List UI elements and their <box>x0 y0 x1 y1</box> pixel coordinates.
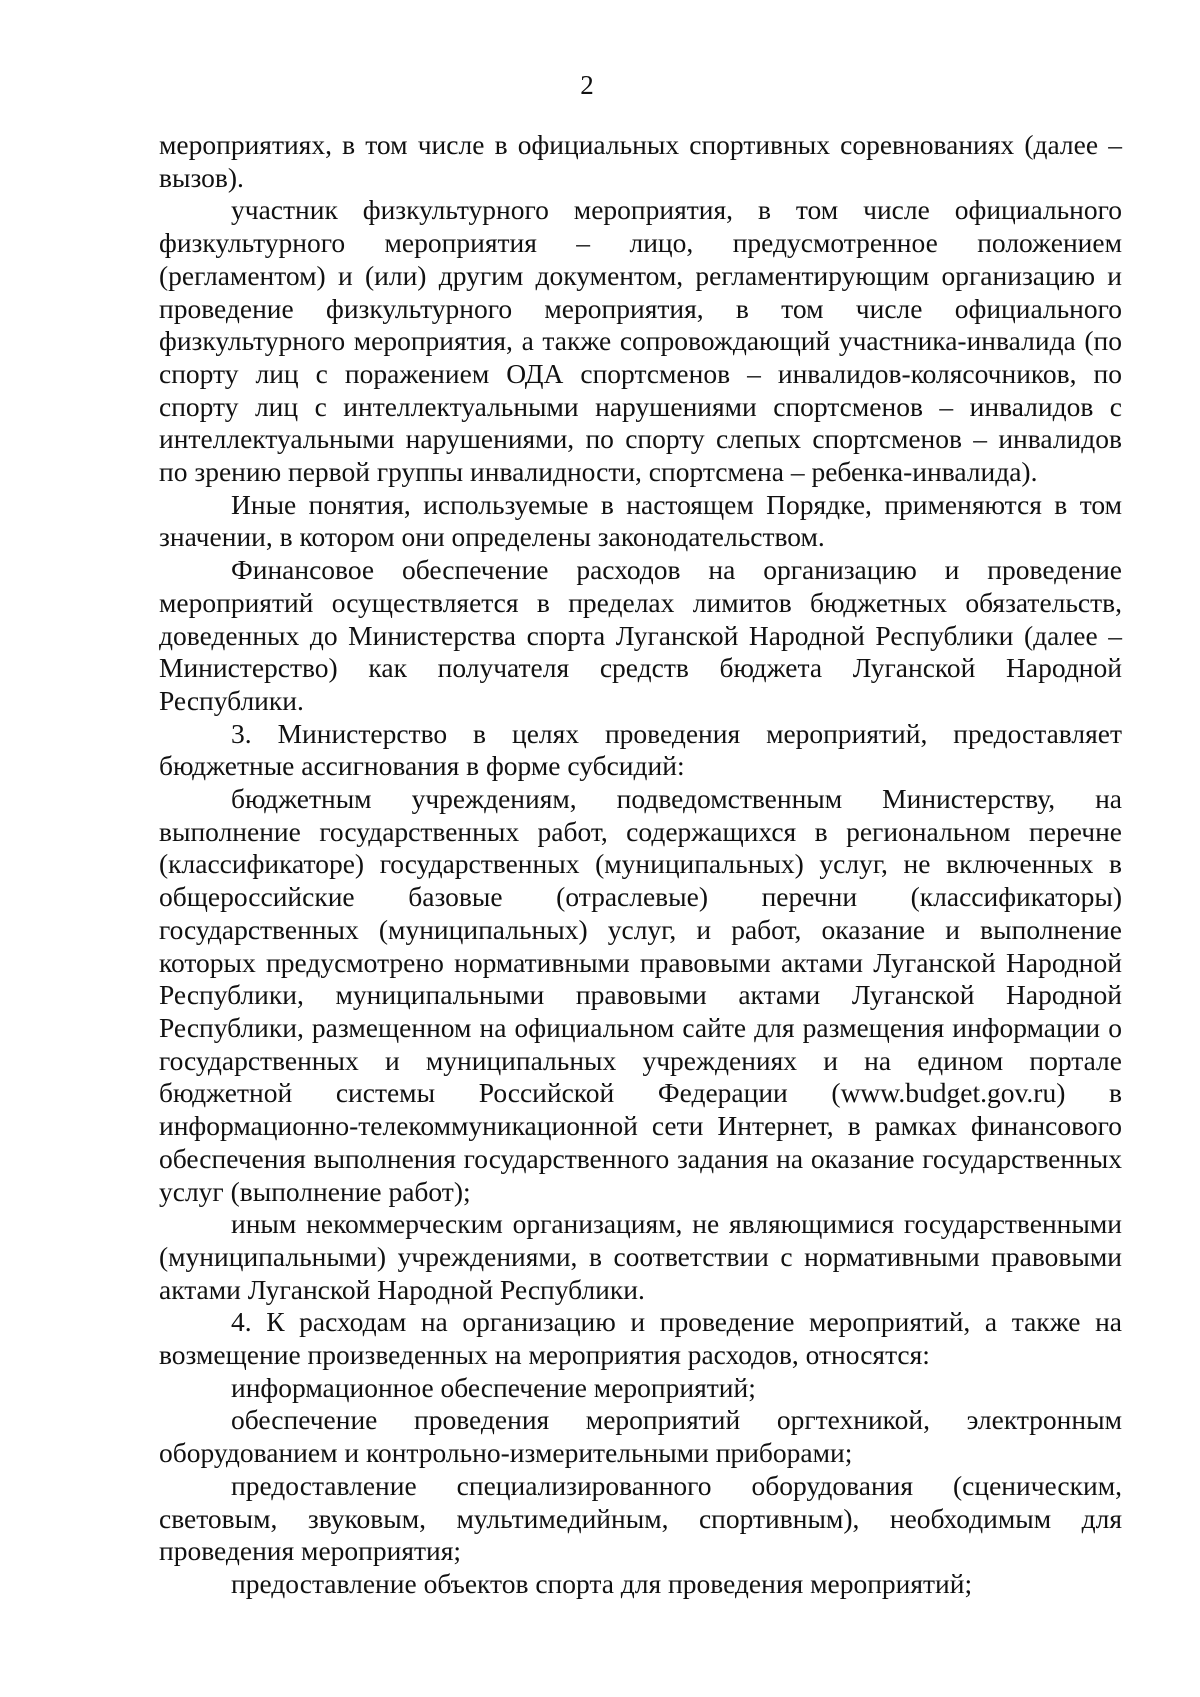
list-item-sports-facilities: предоставление объектов спорта для проведения мероприятий; <box>231 1567 973 1599</box>
paragraph-item-4: 4. К расходам на организацию и проведение мероприятий, а также на возмещение произведенных на мероприятия расходов, относятся: <box>159 1306 1122 1371</box>
paragraph-call-definition-end: мероприятиях, в том числе в официальных спортивных соревнованиях (далее – вызов). <box>159 129 1122 193</box>
paragraph-participant-definition: участник физкультурного мероприятия, в том числе официального физкультурного мероприятия – лицо, предусмотренное положением (регламентом) и (или) другим документом, регламентирующим организацию и проведение физкультурного мероприятия, в том числе официального физкультурного мероприятия, а также сопровождающий участника-инвалида (по спорту лиц с поражением ОДА спортсменов – инвалидов-колясочников, по спорту лиц с интеллектуальными нарушениями спортсменов – инвалидов с интеллектуальными нарушениями, по спорту слепых спортсменов – инвалидов по зрению первой группы инвалидности, спортсмена – ребенка-инвалида). <box>159 194 1122 488</box>
list-item-office-equipment: обеспечение проведения мероприятий оргтехникой, электронным оборудованием и контрольно-измерительными приборами; <box>159 1404 1122 1469</box>
document-body <box>159 129 1122 1601</box>
list-item-specialized-equipment: предоставление специализированного оборудования (сценическим, световым, звуковым, мультимедийным, спортивным), необходимым для проведения мероприятия; <box>159 1469 1122 1567</box>
paragraph-item-3: 3. Министерство в целях проведения мероприятий, предоставляет бюджетные ассигнования в форме субсидий: <box>159 717 1122 782</box>
list-item-information-support: информационное обеспечение мероприятий; <box>231 1371 756 1403</box>
paragraph-budget-institutions: бюджетным учреждениям, подведомственным Министерству, на выполнение государственных работ, содержащихся в региональном перечне (классификаторе) государственных (муниципальных) услуг, не включенных в общероссийские базовые (отраслевые) перечни (классификаторы) государственных (муниципальных) услуг, и работ, оказание и выполнение которых предусмотрено нормативными правовыми актами Луганской Народной Республики, муниципальными правовыми актами Луганской Народной Республики, размещенном на официальном сайте для размещения информации о государственных и муниципальных учреждениях и на едином портале бюджетной системы Российской Федерации (www.budget.gov.ru) в информационно-телекоммуникационной сети Интернет, в рамках финансового обеспечения выполнения государственного задания на оказание государственных услуг (выполнение работ); <box>159 783 1122 1207</box>
paragraph-financial-support: Финансовое обеспечение расходов на организацию и проведение мероприятий осуществляется в пределах лимитов бюджетных обязательств, доведенных до Министерства спорта Луганской Народной Республики (далее – Министерство) как получателя средств бюджета Луганской Народной Республики. <box>159 554 1122 716</box>
paragraph-other-terms: Иные понятия, используемые в настоящем Порядке, применяются в том значении, в котором они определены законодательством. <box>159 488 1122 553</box>
page-number: 2 <box>580 70 594 100</box>
paragraph-nonprofit-organizations: иным некоммерческим организациям, не являющимися государственными (муниципальными) учреждениями, в соответствии с нормативными правовыми актами Луганской Народной Республики. <box>159 1208 1122 1305</box>
